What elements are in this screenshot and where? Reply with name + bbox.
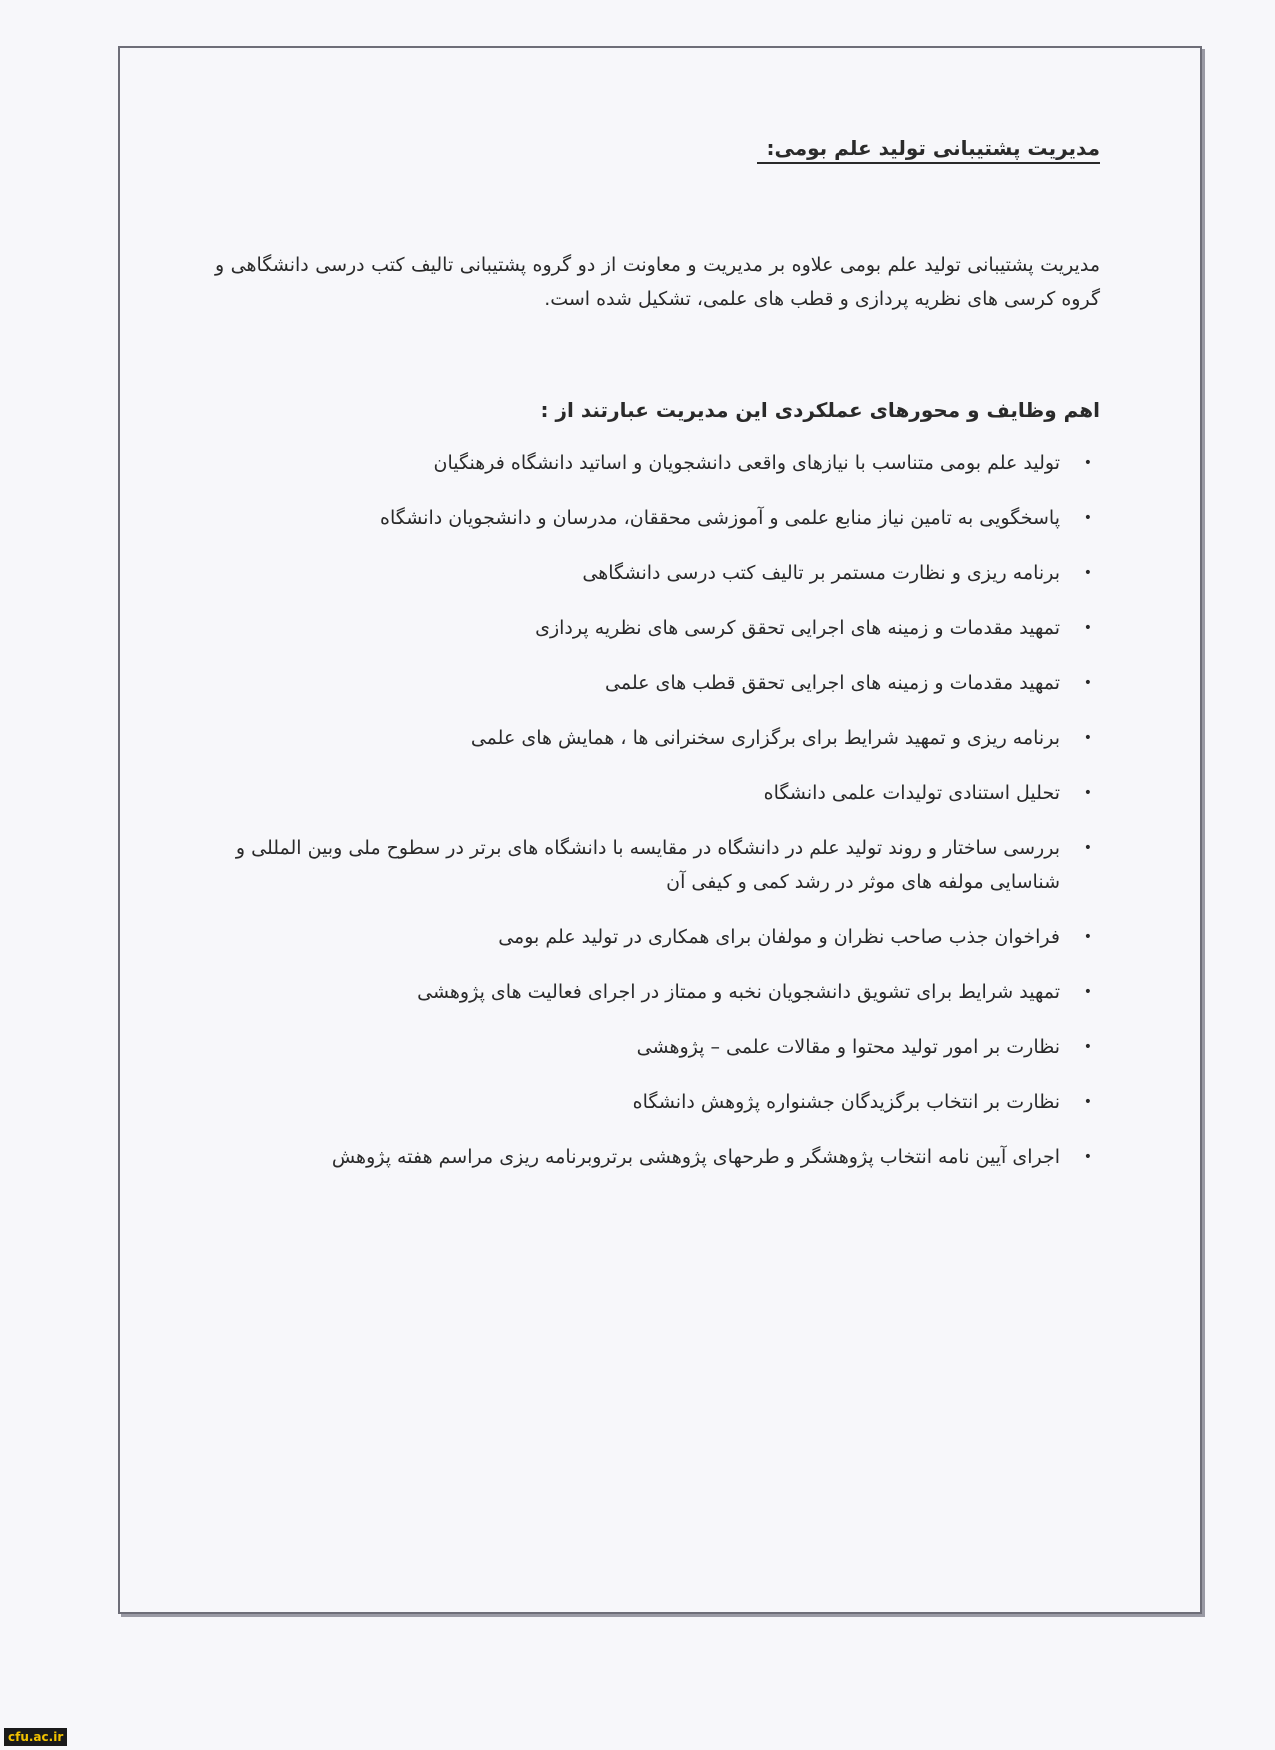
bullet-icon: • xyxy=(1083,929,1092,945)
list-item xyxy=(180,975,1100,1009)
list-item-text: تولید علم بومی متناسب با نیازهای واقعی دانشجویان و اساتید دانشگاه فرهنگیان xyxy=(433,452,1060,474)
bullet-icon: • xyxy=(1083,1094,1092,1110)
list-item-text: برنامه ریزی و تمهید شرایط برای برگزاری سخنرانی ها ، همایش های علمی xyxy=(470,727,1060,749)
bullet-icon: • xyxy=(1083,1039,1092,1055)
bullet-icon: • xyxy=(1083,455,1092,471)
bullet-icon: • xyxy=(1083,565,1092,581)
bullet-icon: • xyxy=(1083,620,1092,636)
bullet-icon: • xyxy=(1083,510,1092,526)
page-title: مدیریت پشتیبانی تولید علم بومی: xyxy=(757,136,1100,164)
bullet-icon: • xyxy=(1083,785,1092,801)
list-item xyxy=(180,446,1100,480)
list-item-text: پاسخگویی به تامین نیاز منابع علمی و آموزشی محققان، مدرسان و دانشجویان دانشگاه xyxy=(379,507,1060,529)
bullet-icon: • xyxy=(1083,840,1092,856)
list-item-text: تمهید شرایط برای تشویق دانشجویان نخبه و ممتاز در اجرای فعالیت های پژوهشی xyxy=(417,981,1060,1003)
list-item-text: نظارت بر انتخاب برگزیدگان جشنواره پژوهش دانشگاه xyxy=(632,1091,1060,1113)
intro-paragraph: مدیریت پشتیبانی تولید علم بومی علاوه بر مدیریت و معاونت از دو گروه پشتیبانی تالیف کتب درسی دانشگاهی و گروه کرسی های نظریه پردازی و قطب های علمی، تشکیل شده است. xyxy=(215,254,1100,310)
list-item xyxy=(180,556,1100,590)
bullet-icon: • xyxy=(1083,730,1092,746)
list-item xyxy=(180,1030,1100,1064)
list-item xyxy=(180,831,1100,899)
list-item xyxy=(180,501,1100,535)
list-item xyxy=(180,1085,1100,1119)
list-item xyxy=(180,920,1100,954)
list-item-text: تحلیل استنادی تولیدات علمی دانشگاه xyxy=(763,782,1060,804)
bullet-icon: • xyxy=(1083,1149,1092,1165)
duties-list xyxy=(180,446,1100,1195)
list-item-text: تمهید مقدمات و زمینه های اجرایی تحقق قطب های علمی xyxy=(605,672,1060,694)
list-item-text: تمهید مقدمات و زمینه های اجرایی تحقق کرسی های نظریه پردازی xyxy=(535,617,1060,639)
list-item-text: نظارت بر امور تولید محتوا و مقالات علمی – پژوهشی xyxy=(636,1036,1060,1058)
list-item-text: اجرای آیین نامه انتخاب پژوهشگر و طرحهای پژوهشی برتروبرنامه ریزی مراسم هفته پژوهش xyxy=(331,1146,1060,1168)
list-item xyxy=(180,1140,1100,1174)
site-watermark: cfu.ac.ir xyxy=(4,1728,67,1746)
list-item xyxy=(180,666,1100,700)
list-item xyxy=(180,776,1100,810)
bullet-icon: • xyxy=(1083,984,1092,1000)
list-item-text: فراخوان جذب صاحب نظران و مولفان برای همکاری در تولید علم بومی xyxy=(498,926,1060,948)
list-item xyxy=(180,611,1100,645)
list-item xyxy=(180,721,1100,755)
duties-heading: اهم وظایف و محورهای عملکردی این مدیریت عبارتند از : xyxy=(540,398,1100,422)
list-item-text: بررسی ساختار و روند تولید علم در دانشگاه در مقایسه با دانشگاه های برتر در سطوح ملی وبین المللی و شناسایی مولفه های موثر در رشد کمی و کیفی آن xyxy=(235,837,1060,893)
list-item-text: برنامه ریزی و نظارت مستمر بر تالیف کتب درسی دانشگاهی xyxy=(582,562,1060,584)
bullet-icon: • xyxy=(1083,675,1092,691)
